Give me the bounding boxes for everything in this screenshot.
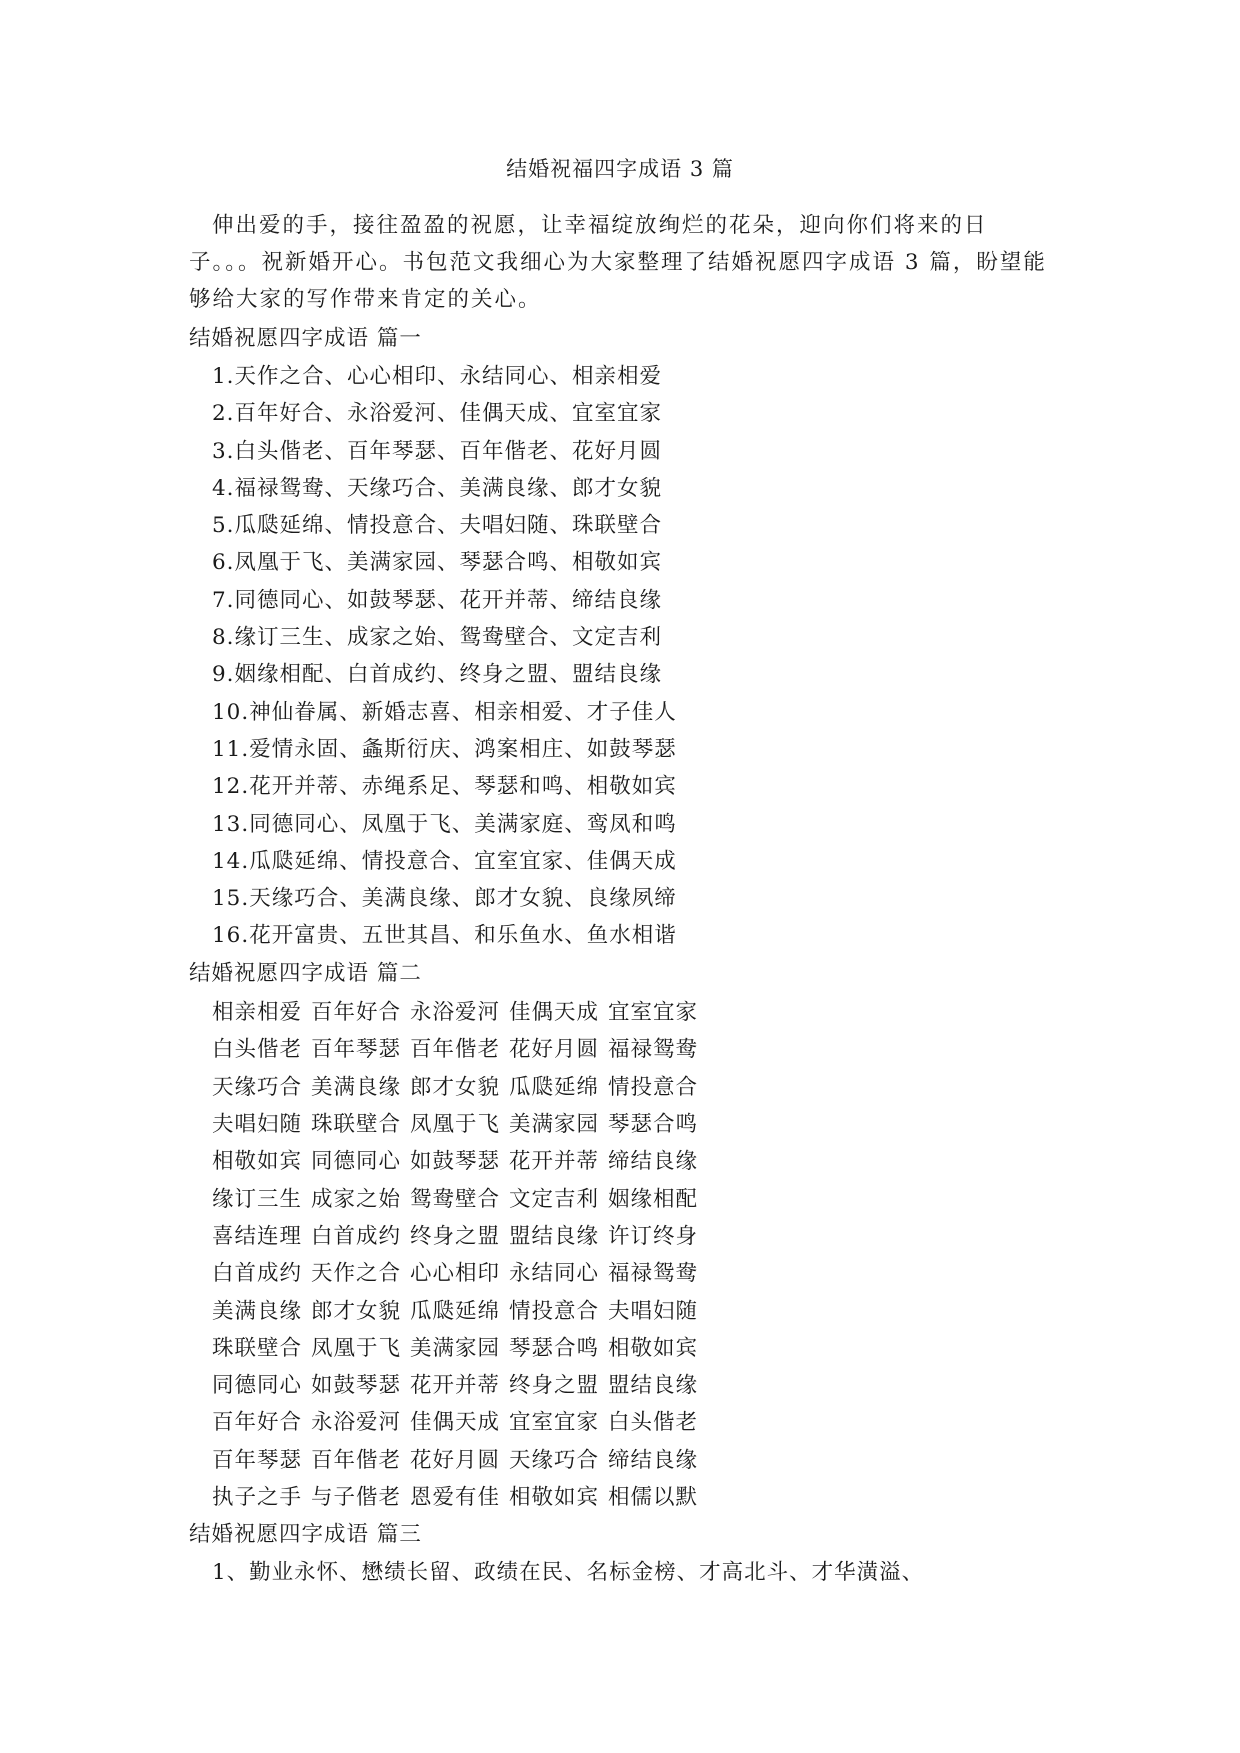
idiom-cell: 百年偕老 [311, 1447, 402, 1473]
idiom-cell: 姻缘相配 [608, 1186, 699, 1212]
idiom-cell: 福禄鸳鸯 [608, 1261, 699, 1287]
idiom-cell: 凤凰于飞 [311, 1335, 402, 1361]
idiom-list-item: 5.瓜瓞延绵、情投意合、夫唱妇随、珠联壁合 [212, 513, 663, 539]
idiom-cell: 永结同心 [509, 1261, 600, 1287]
idiom-cell: 缔结良缘 [608, 1447, 699, 1473]
idiom-list-item: 6.凤凰于飞、美满家园、琴瑟合鸣、相敬如宾 [212, 550, 663, 576]
idiom-cell: 夫唱妇随 [608, 1298, 699, 1324]
idiom-cell: 终身之盟 [410, 1223, 501, 1249]
idiom-cell: 珠联壁合 [311, 1112, 402, 1138]
idiom-cell: 凤凰于飞 [410, 1112, 501, 1138]
idiom-cell: 与子偕老 [311, 1485, 402, 1510]
idiom-row [212, 1402, 707, 1439]
idiom-row [212, 1067, 707, 1104]
idiom-list-item: 12.花开并蒂、赤绳系足、琴瑟和鸣、相敬如宾 [212, 774, 677, 800]
idiom-list-item: 15.天缘巧合、美满良缘、郎才女貌、良缘夙缔 [212, 886, 677, 912]
idiom-cell: 百年偕老 [410, 1037, 501, 1063]
idiom-cell: 花好月圆 [509, 1037, 600, 1063]
idiom-cell: 恩爱有佳 [410, 1485, 501, 1510]
idiom-cell: 琴瑟合鸣 [608, 1112, 699, 1138]
idiom-list-item: 8.缘订三生、成家之始、鸳鸯壁合、文定吉利 [212, 625, 663, 651]
idiom-cell: 花好月圆 [410, 1447, 501, 1473]
idiom-row [212, 1290, 707, 1327]
section-1-heading: 结婚祝愿四字成语 篇一 [189, 326, 422, 351]
idiom-cell: 百年好合 [212, 1410, 303, 1436]
idiom-cell: 永浴爱河 [311, 1410, 402, 1436]
idiom-list-item: 16.花开富贵、五世其昌、和乐鱼水、鱼水相谐 [212, 923, 677, 949]
idiom-cell: 执子之手 [212, 1485, 303, 1510]
idiom-cell: 佳偶天成 [509, 1000, 600, 1026]
idiom-cell: 同德同心 [311, 1149, 402, 1175]
idiom-cell: 鸳鸯壁合 [410, 1186, 501, 1212]
idiom-row [212, 1104, 707, 1141]
idiom-cell: 如鼓琴瑟 [410, 1149, 501, 1175]
idiom-cell: 郎才女貌 [311, 1298, 402, 1324]
idiom-list-item: 7.同德同心、如鼓琴瑟、花开并蒂、缔结良缘 [212, 587, 663, 613]
idiom-cell: 同德同心 [212, 1373, 303, 1399]
idiom-row [212, 1029, 707, 1066]
idiom-row [212, 1477, 707, 1514]
idiom-list-item: 4.福禄鸳鸯、天缘巧合、美满良缘、郎才女貌 [212, 475, 663, 501]
idiom-cell: 百年琴瑟 [212, 1447, 303, 1473]
idiom-cell: 夫唱妇随 [212, 1112, 303, 1138]
idiom-cell: 成家之始 [311, 1186, 402, 1212]
idiom-list-item: 3.白头偕老、百年琴瑟、百年偕老、花好月圆 [212, 438, 663, 464]
idiom-cell: 情投意合 [509, 1298, 600, 1324]
idiom-cell: 缘订三生 [212, 1186, 303, 1212]
idiom-cell: 白头偕老 [212, 1037, 303, 1063]
idiom-row [212, 1178, 707, 1215]
idiom-cell: 美满良缘 [311, 1074, 402, 1100]
idiom-cell: 天缘巧合 [509, 1447, 600, 1473]
section-2-heading: 结婚祝愿四字成语 篇二 [189, 961, 422, 986]
idiom-cell: 情投意合 [608, 1074, 699, 1100]
idiom-cell: 天缘巧合 [212, 1074, 303, 1100]
idiom-cell: 文定吉利 [509, 1186, 600, 1212]
idiom-cell: 相亲相爱 [212, 1000, 303, 1026]
idiom-cell: 盟结良缘 [608, 1373, 699, 1399]
idiom-cell: 宜室宜家 [608, 1000, 699, 1026]
idiom-cell: 许订终身 [608, 1223, 699, 1249]
idiom-cell: 白首成约 [212, 1261, 303, 1287]
idiom-cell: 相敬如宾 [608, 1335, 699, 1361]
idiom-cell: 喜结连理 [212, 1223, 303, 1249]
idiom-list-item: 11.爱情永固、螽斯衍庆、鸿案相庄、如鼓琴瑟 [212, 736, 677, 762]
section-3-list [212, 1554, 924, 1591]
idiom-cell: 相敬如宾 [509, 1485, 600, 1510]
idiom-list-item: 10.神仙眷属、新婚志喜、相亲相爱、才子佳人 [212, 699, 677, 725]
idiom-cell: 美满家园 [509, 1112, 600, 1138]
idiom-cell: 琴瑟合鸣 [509, 1335, 600, 1361]
idiom-cell: 花开并蒂 [509, 1149, 600, 1175]
idiom-list-item: 14.瓜瓞延绵、情投意合、宜室宜家、佳偶天成 [212, 848, 677, 874]
idiom-list-item: 13.同德同心、凤凰于飞、美满家庭、鸾凤和鸣 [212, 811, 677, 837]
section-3-heading: 结婚祝愿四字成语 篇三 [189, 1522, 422, 1547]
idiom-row [212, 1253, 707, 1290]
document-title: 结婚祝福四字成语 3 篇 [506, 157, 734, 181]
idiom-list-item: 9.姻缘相配、白首成约、终身之盟、盟结良缘 [212, 662, 663, 688]
idiom-cell: 盟结良缘 [509, 1223, 600, 1249]
idiom-cell: 瓜瓞延绵 [509, 1074, 600, 1100]
idiom-row [212, 1440, 707, 1477]
idiom-list-item: 1、勤业永怀、懋绩长留、政绩在民、名标金榜、才高北斗、才华潢溢、 [212, 1560, 925, 1585]
idiom-cell: 白首成约 [311, 1223, 402, 1249]
idiom-cell: 如鼓琴瑟 [311, 1373, 402, 1399]
idiom-cell: 终身之盟 [509, 1373, 600, 1399]
idiom-cell: 宜室宜家 [509, 1410, 600, 1436]
idiom-cell: 花开并蒂 [410, 1373, 501, 1399]
section-2-grid [212, 992, 707, 1514]
idiom-cell: 心心相印 [410, 1261, 501, 1287]
idiom-cell: 相敬如宾 [212, 1149, 303, 1175]
idiom-cell: 白头偕老 [608, 1410, 699, 1436]
idiom-row [212, 1328, 707, 1365]
idiom-cell: 瓜瓞延绵 [410, 1298, 501, 1324]
idiom-row [212, 1141, 707, 1178]
intro-paragraph: 伸出爱的手，接往盈盈的祝愿，让幸福绽放绚烂的花朵，迎向你们将来的日子。。。祝新婚开心。书包范文我细心为大家整理了结婚祝愿四字成语 3 篇，盼望能够给大家的写作带来肯定的关心。 [189, 213, 1047, 312]
idiom-cell: 珠联壁合 [212, 1335, 303, 1361]
idiom-cell: 佳偶天成 [410, 1410, 501, 1436]
idiom-cell: 永浴爱河 [410, 1000, 501, 1026]
idiom-cell: 郎才女貌 [410, 1074, 501, 1100]
idiom-row [212, 1365, 707, 1402]
idiom-cell: 天作之合 [311, 1261, 402, 1287]
idiom-cell: 美满家园 [410, 1335, 501, 1361]
idiom-row [212, 992, 707, 1029]
section-1-list [212, 358, 677, 955]
idiom-cell: 福禄鸳鸯 [608, 1037, 699, 1063]
idiom-cell: 相儒以默 [608, 1485, 699, 1510]
idiom-cell: 百年琴瑟 [311, 1037, 402, 1063]
idiom-list-item: 1.天作之合、心心相印、永结同心、相亲相爱 [212, 364, 663, 389]
idiom-cell: 缔结良缘 [608, 1149, 699, 1175]
idiom-cell: 美满良缘 [212, 1298, 303, 1324]
idiom-list-item: 2.百年好合、永浴爱河、佳偶天成、宜室宜家 [212, 401, 663, 427]
idiom-row [212, 1216, 707, 1253]
idiom-cell: 百年好合 [311, 1000, 402, 1026]
